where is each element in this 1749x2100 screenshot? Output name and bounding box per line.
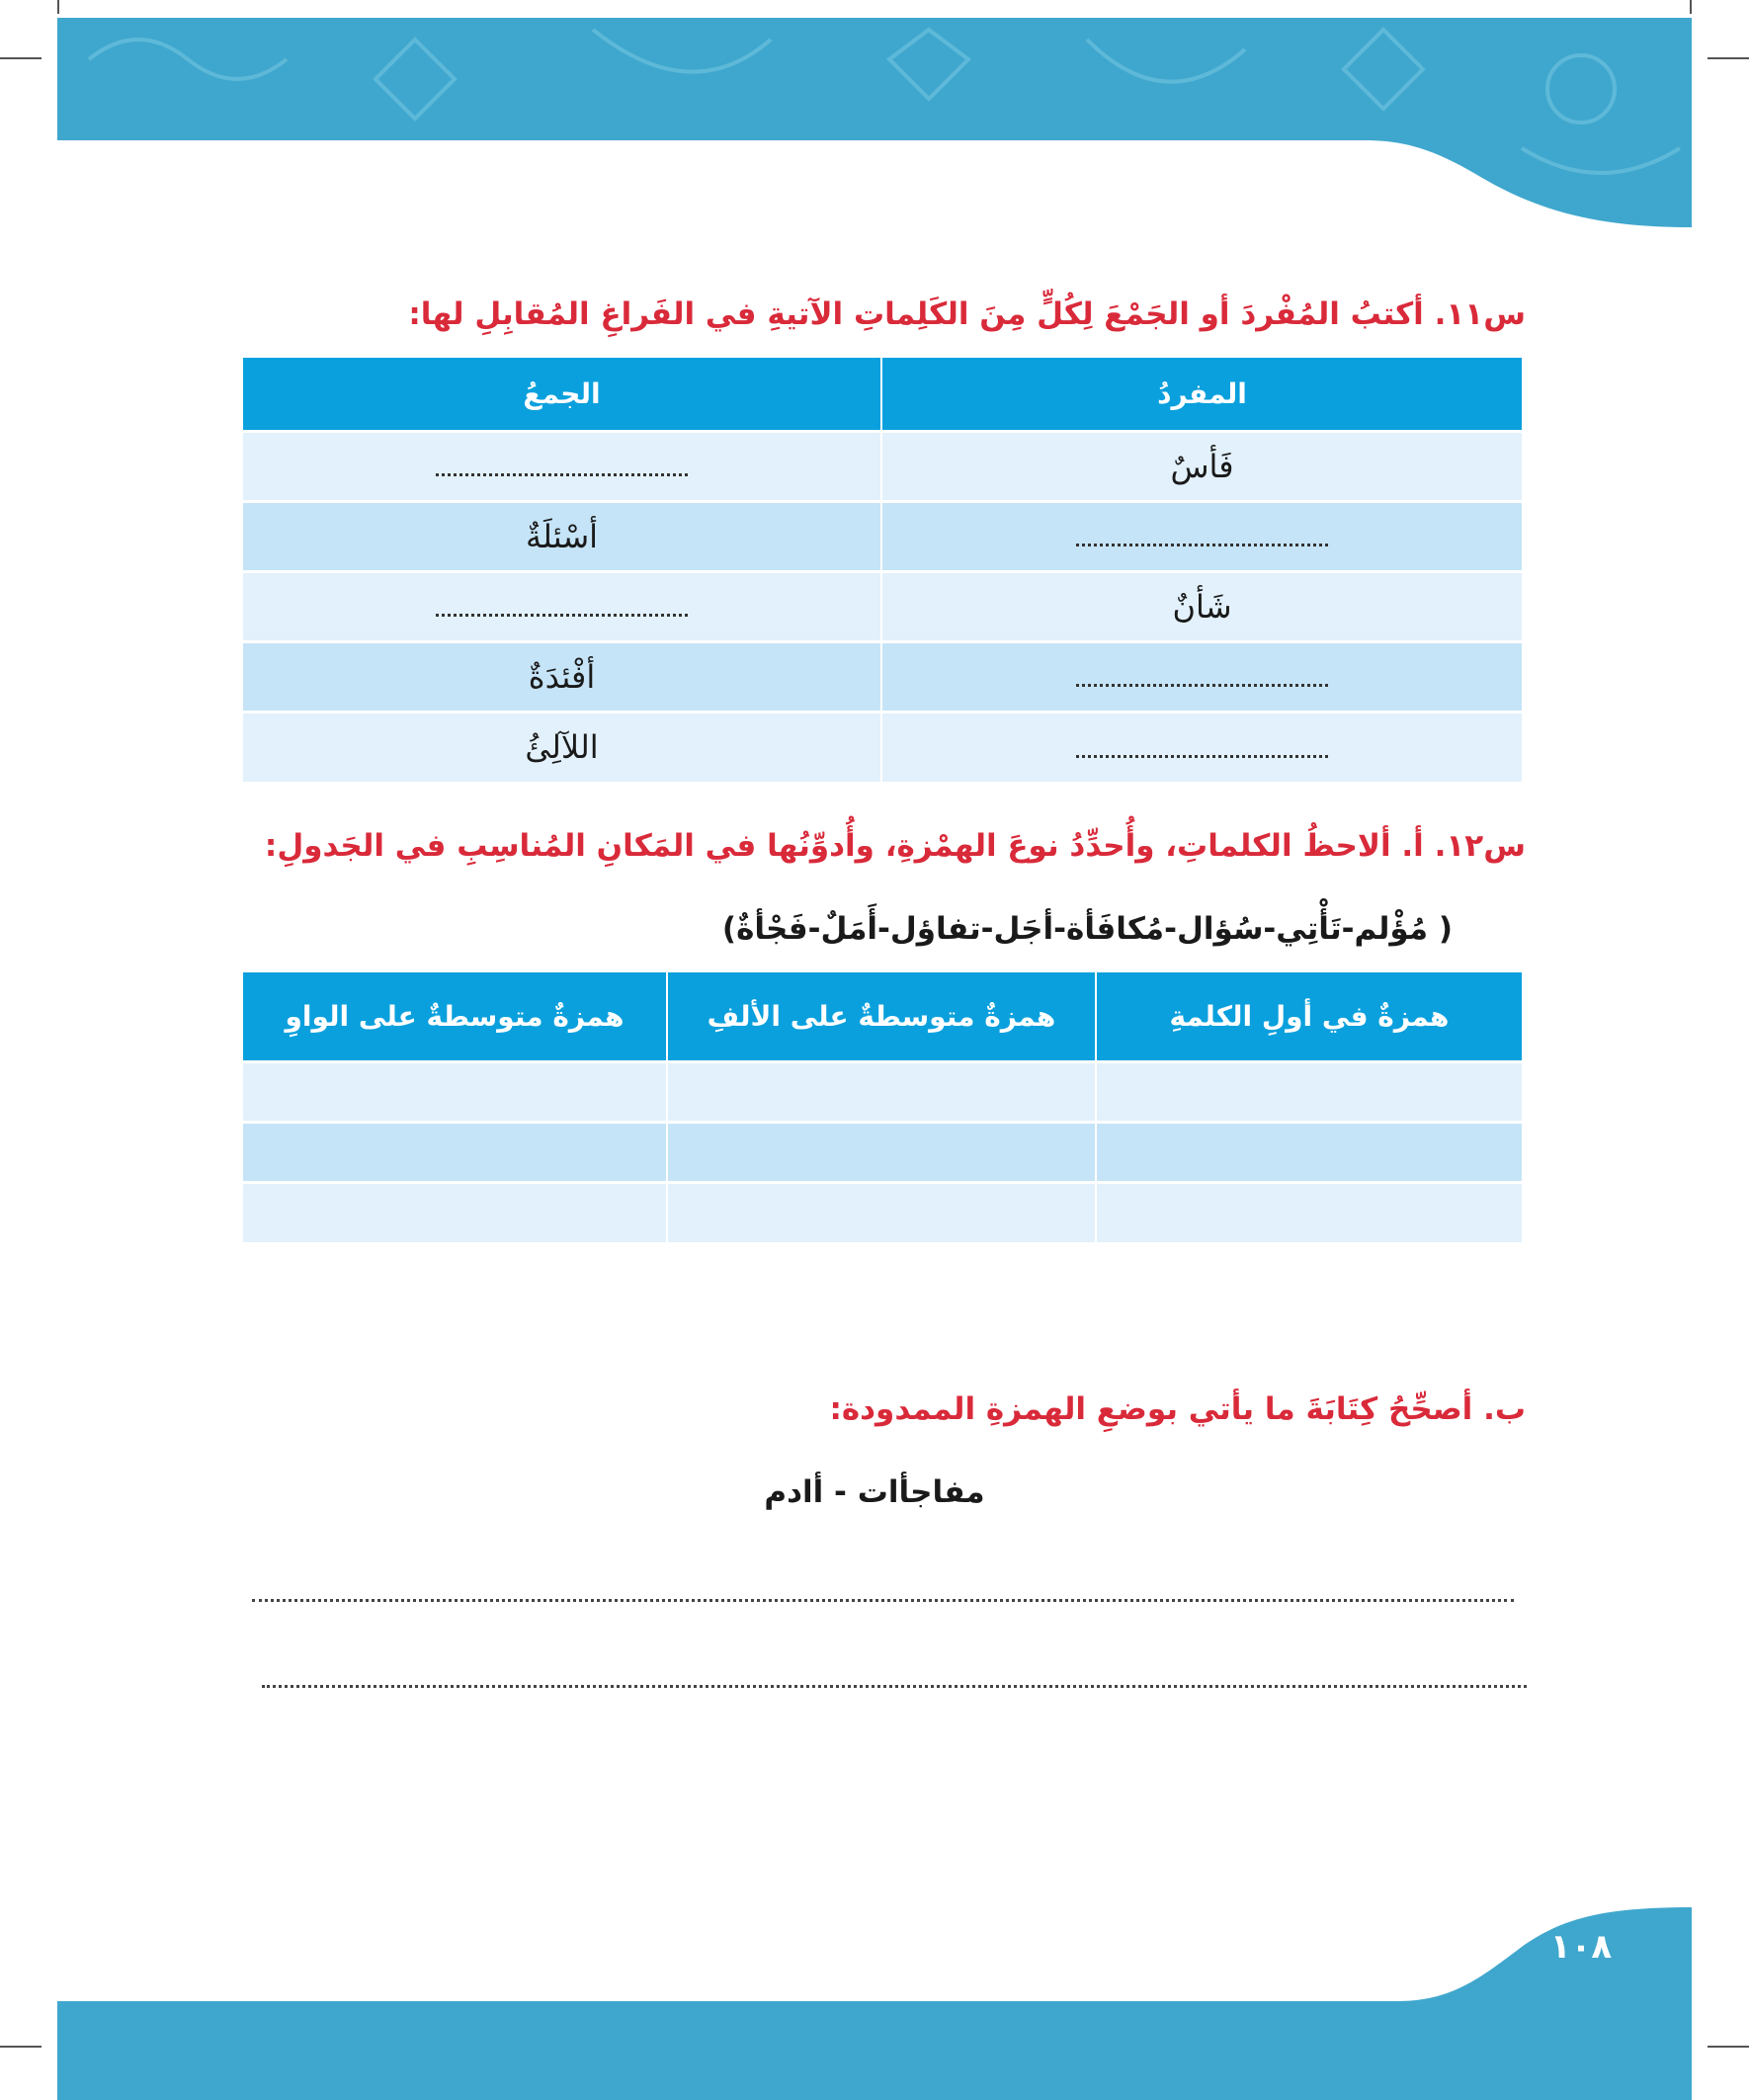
crop-mark-top-left-v [57,0,59,14]
crop-mark-top-right [1707,57,1749,59]
singular-cell: شَأنٌ [881,571,1522,641]
crop-mark-bottom-left [0,2046,42,2048]
answer-line-2[interactable] [262,1685,1527,1688]
answer-cell[interactable] [1096,1061,1522,1122]
answer-blank [1076,741,1328,758]
table-row [243,1182,1522,1242]
words-to-correct: مفاجأات - أادم [764,1474,985,1510]
singular-answer-cell[interactable] [881,501,1522,571]
answer-blank [436,460,688,476]
crop-mark-top-right-v [1690,0,1692,14]
answer-blank [436,600,688,617]
answer-cell[interactable] [667,1182,1096,1242]
answer-blank [1076,530,1328,546]
plural-cell: أفْئدَةٌ [243,641,881,712]
page-number: ١٠٨ [1549,1927,1613,1967]
singular-answer-cell[interactable] [881,712,1522,782]
answer-cell[interactable] [243,1122,667,1182]
table-row [243,1061,1522,1122]
header-band [0,0,1749,232]
singular-cell: فَأسٌ [881,431,1522,501]
table-row [243,712,1522,782]
table-row [243,1122,1522,1182]
plural-answer-cell[interactable] [243,431,881,501]
singular-plural-table [243,358,1522,782]
answer-cell[interactable] [1096,1122,1522,1182]
plural-cell: أسْئلَةٌ [243,501,881,571]
hamza-classification-table [243,972,1522,1242]
header-singular: المفردُ [881,358,1522,431]
singular-answer-cell[interactable] [881,641,1522,712]
answer-blank [1076,670,1328,687]
header-hamza-middle-alef: همزةٌ متوسطةٌ على الألفِ [667,972,1096,1061]
answer-cell[interactable] [243,1061,667,1122]
header-plural: الجمعُ [243,358,881,431]
header-hamza-middle-waw: همزةٌ متوسطةٌ على الواوِ [243,972,667,1061]
answer-cell[interactable] [243,1182,667,1242]
header-hamza-initial: همزةٌ في أولِ الكلمةِ [1096,972,1522,1061]
plural-cell: اللآلِئُ [243,712,881,782]
question-11-prompt: س١١. أكتبُ المُفْردَ أو الجَمْعَ لِكُلٍّ مِنَ الكَلِماتِ الآتيةِ في الفَراغِ المُقابِلِ لها: [408,296,1526,332]
crop-mark-top-left [0,57,42,59]
table-row [243,641,1522,712]
answer-cell[interactable] [667,1061,1096,1122]
answer-cell[interactable] [667,1122,1096,1182]
table-row [243,501,1522,571]
crop-mark-bottom-right [1707,2046,1749,2048]
question-12b-prompt: ب. أصحِّحُ كِتَابَةَ ما يأتي بوضعِ الهمزةِ الممدودة: [829,1391,1526,1427]
hamza-word-list: ( مُؤْلم-تَأْتِي-سُؤال-مُكافَأة-أجَل-تفاؤل-أَمَلٌ-فَجْأةٌ) [721,911,1453,947]
plural-answer-cell[interactable] [243,571,881,641]
answer-line-1[interactable] [252,1599,1514,1602]
table-row [243,571,1522,641]
answer-cell[interactable] [1096,1182,1522,1242]
table-row [243,431,1522,501]
question-12a-prompt: س١٢. أ. ألاحظُ الكلماتِ، وأُحدِّدُ نوعَ الهمْزةِ، وأُدوِّنُها في المَكانِ المُناسِبِ في الجَدولِ: [264,828,1526,864]
footer-band [0,1907,1749,2100]
